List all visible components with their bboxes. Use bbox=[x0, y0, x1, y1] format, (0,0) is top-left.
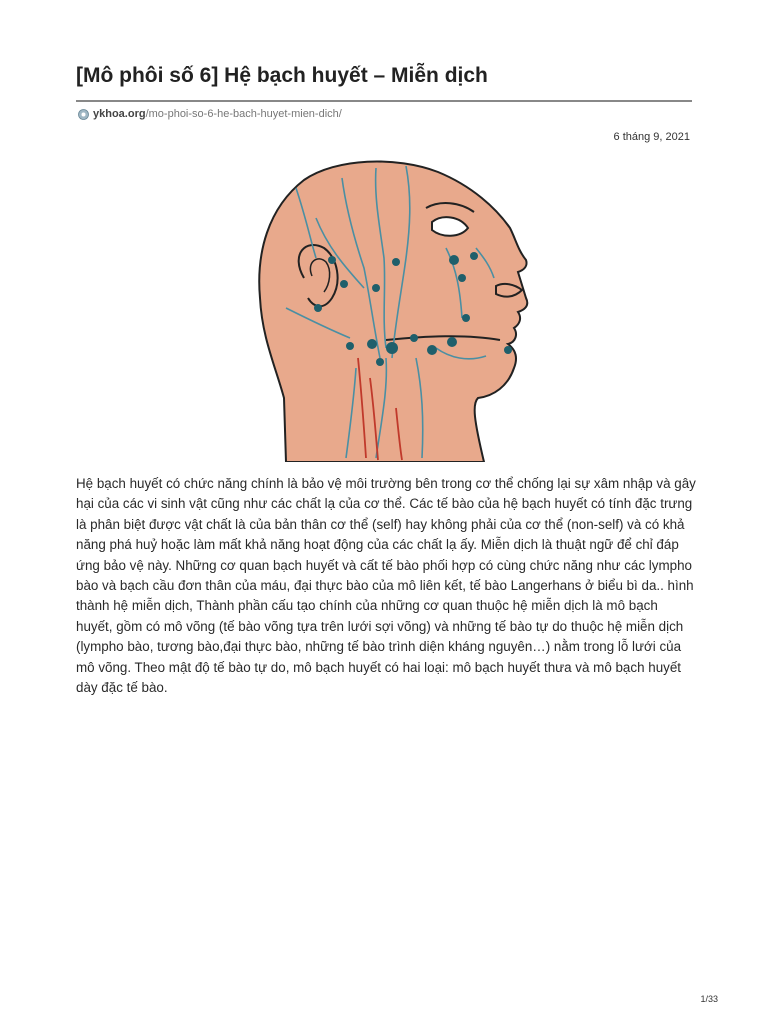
title-divider bbox=[76, 100, 692, 102]
page-title: [Mô phôi số 6] Hệ bạch huyết – Miễn dịch bbox=[76, 64, 488, 87]
page-number: 1/33 bbox=[700, 994, 718, 1004]
head-silhouette bbox=[259, 162, 527, 462]
source-line bbox=[78, 108, 342, 120]
source-domain[interactable]: ykhoa.org bbox=[93, 108, 146, 120]
publish-date: 6 tháng 9, 2021 bbox=[613, 131, 690, 143]
lymphatic-head-illustration bbox=[246, 158, 546, 462]
source-path[interactable]: /mo-phoi-so-6-he-bach-huyet-mien-dich/ bbox=[145, 108, 342, 120]
site-favicon-icon bbox=[78, 109, 89, 120]
illustration-svg bbox=[246, 158, 546, 462]
body-paragraph: Hệ bạch huyết có chức năng chính là bảo vệ môi trường bên trong cơ thể chống lại sự xâm nhập và gây hại của các vi sinh vật cũng như các chất lạ của cơ thể. Các tế bào của hệ bạch huyết có tính đặc trưng là phân biệt được vật chất là của bản thân cơ thể (self) hay không phải của cơ thể (non-self) và có khả năng phá huỷ hoặc làm mất khả năng hoạt động của các chất lạ ấy. Miễn dịch là thuật ngữ để chỉ đáp ứng bảo vệ này. Những cơ quan bạch huyết và cất tế bào phối hợp có cùng chức năng như các lympho bào và bạch cầu đơn thân của máu, đại thực bào của mô liên kết, tế bào Langerhans ở biểu bì da.. hình thành hệ miễn dịch, Thành phần cấu tạo chính của những cơ quan thuộc hệ miễn dịch là mô bạch huyết, gồm có mô võng (tế bào võng tựa trên lưới sợi võng) và những tế bào tự do thuộc hệ miễn dịch (lympho bào, tương bào,đại thực bào, những tế bào trình diện kháng nguyên…) nằm trong lỗ lưới của mô võng. Theo mật độ tế bào tự do, mô bạch huyết có hai loại: mô bạch huyết thưa và mô bạch huyết dày đặc tế bào. bbox=[76, 476, 696, 696]
